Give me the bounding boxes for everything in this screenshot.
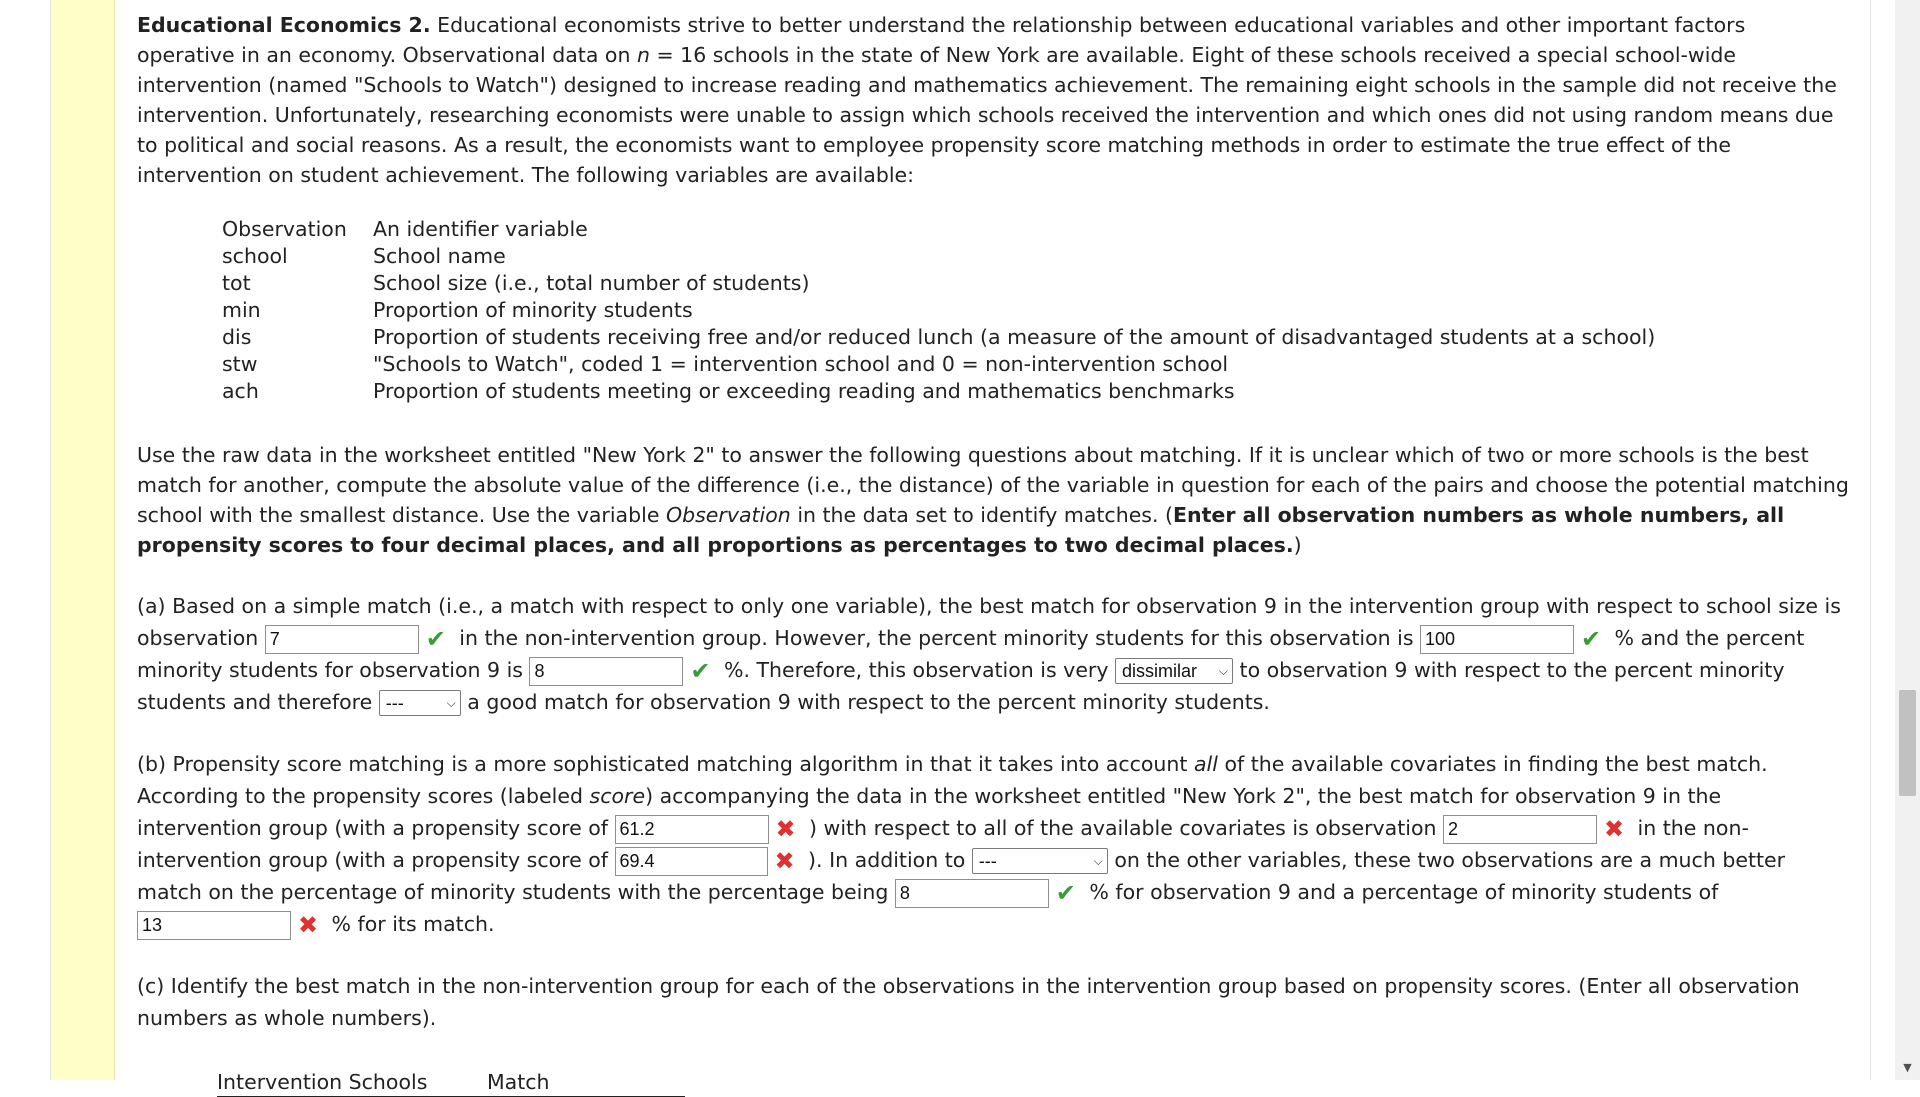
scroll-down-arrow-icon[interactable]: ▼ [1903,1061,1912,1074]
variable-row: tot School size (i.e., total number of students) [222,271,810,295]
correct-check-icon: ✔ [690,657,711,685]
incorrect-x-icon: ✖ [774,847,795,875]
scrollbar-thumb[interactable] [1899,690,1916,796]
variable-row: school School name [222,244,506,268]
question-intro: Educational Economics 2. Educational economists strive to better understand the relationship between educational variables and other important factors operative in an economy. Observational data on n = 16 schools in the state of New York are available. Eight of these schools received a special school-wide intervention (named "Schools to Watch") designed to increase reading and mathematics achievement. The remaining eight schools in the sample did not receive the intervention. Unfortunately, researching economists were unable to assign which schools received the intervention and which ones did not using random means due to political and social reasons. As a result, the economists want to employee propensity score matching methods in order to estimate the true effect of the intervention on student achievement. The following variables are available: [137,13,1837,187]
column-header-intervention-schools: Intervention Schools [217,1068,487,1097]
chevron-down-icon: ⌵ [1093,854,1103,868]
part-b-obs9-minority-input[interactable]: 8 [895,879,1049,908]
incorrect-x-icon: ✖ [775,815,796,843]
part-c: (c) Identify the best match in the non-intervention group for each of the observations in the intervention group based on propensity scores. (Enter all observation numbers as whole numbers). [137,974,1800,1030]
variable-row: ach Proportion of students meeting or exceeding reading and mathematics benchmarks [222,379,1235,403]
correct-check-icon: ✔ [1580,625,1602,653]
part-b-match-observation-input[interactable]: 2 [1443,815,1597,844]
left-gutter [0,0,51,1080]
variable-row: min Proportion of minority students [222,298,693,322]
part-b-obs9-score-input[interactable]: 61.2 [615,815,769,844]
incorrect-x-icon: ✖ [1603,815,1625,843]
content-right-border [1870,0,1871,1080]
instructions: Use the raw data in the worksheet entitled "New York 2" to answer the following questions about matching. If it is unclear which of two or more schools is the best match for another, compute the absolute value of the difference (i.e., the distance) of the variable in question for each of the pairs and choose the potential matching school with the smallest distance. Use the variable Observation in the data set to identify matches. (Enter all observation numbers as whole numbers, all propensity scores to four decimal places, and all proportions as percentages to two decimal places.) [137,443,1849,557]
column-header-match: Match [487,1068,685,1097]
part-a-observation-input[interactable]: 7 [265,625,419,654]
question-content [137,10,1849,1097]
variable-table [222,216,1655,405]
correct-check-icon: ✔ [1055,879,1076,907]
variable-row: stw "Schools to Watch", coded 1 = intervention school and 0 = non-intervention school [222,352,1229,376]
match-table [217,1068,685,1097]
part-b: (b) Propensity score matching is a more sophisticated matching algorithm in that it takes into account all of the available covariates in finding the best match. According to the propensity scores (labeled score) accompanying the data in the worksheet entitled "New York 2", the best match for observation 9 in the intervention group (with a propensity score of 61.2 ✖ ) with respect to all of the available covariates is observation 2 ✖ in the non-intervention group (with a propensity score of 69.4 ✖ ). In addition to --- ⌵ on the other variables, these two observations are a much better match on the percentage of minority students with the percentage being 8 ✔ % for observation 9 and a percentage of minority students of 13 ✖ % for its match. [137,752,1786,939]
match-table-header [217,1068,685,1097]
part-a-similarity-select[interactable]: dissimilar ⌵ [1115,658,1233,684]
part-a: (a) Based on a simple match (i.e., a match with respect to only one variable), the best match for observation 9 in the intervention group with respect to school size is observation 7 ✔ in the non-intervention group. However, the percent minority students for this observation is 100 ✔ % and the percent minority students for observation 9 is 8 ✔ %. Therefore, this observation is very dissimilar ⌵ to observation 9 with respect to the percent minority students and therefore --- ⌵ a good match for observation 9 with respect to the percent minority students. [137,590,1849,718]
chevron-down-icon: ⌵ [446,696,456,710]
part-a-percent-minority-input[interactable]: 100 [1420,625,1574,654]
scrollbar-track[interactable] [1895,0,1920,1080]
part-b-match-score-input[interactable]: 69.4 [615,847,768,876]
part-a-obs9-minority-input[interactable]: 8 [529,657,683,686]
variable-row: dis Proportion of students receiving free and/or reduced lunch (a measure of the amount of disadvantaged students at a school) [222,325,1656,349]
part-b-in-addition-select[interactable]: --- ⌵ [972,848,1108,874]
incorrect-x-icon: ✖ [297,911,319,939]
chevron-down-icon: ⌵ [1218,664,1229,678]
question-title: Educational Economics 2. [137,13,431,37]
part-a-is-select[interactable]: --- ⌵ [379,690,461,716]
question-sidebar [51,0,115,1080]
correct-check-icon: ✔ [425,625,446,653]
part-b-match-minority-input[interactable]: 13 [137,911,291,940]
variable-row: Observation An identifier variable [222,217,588,241]
